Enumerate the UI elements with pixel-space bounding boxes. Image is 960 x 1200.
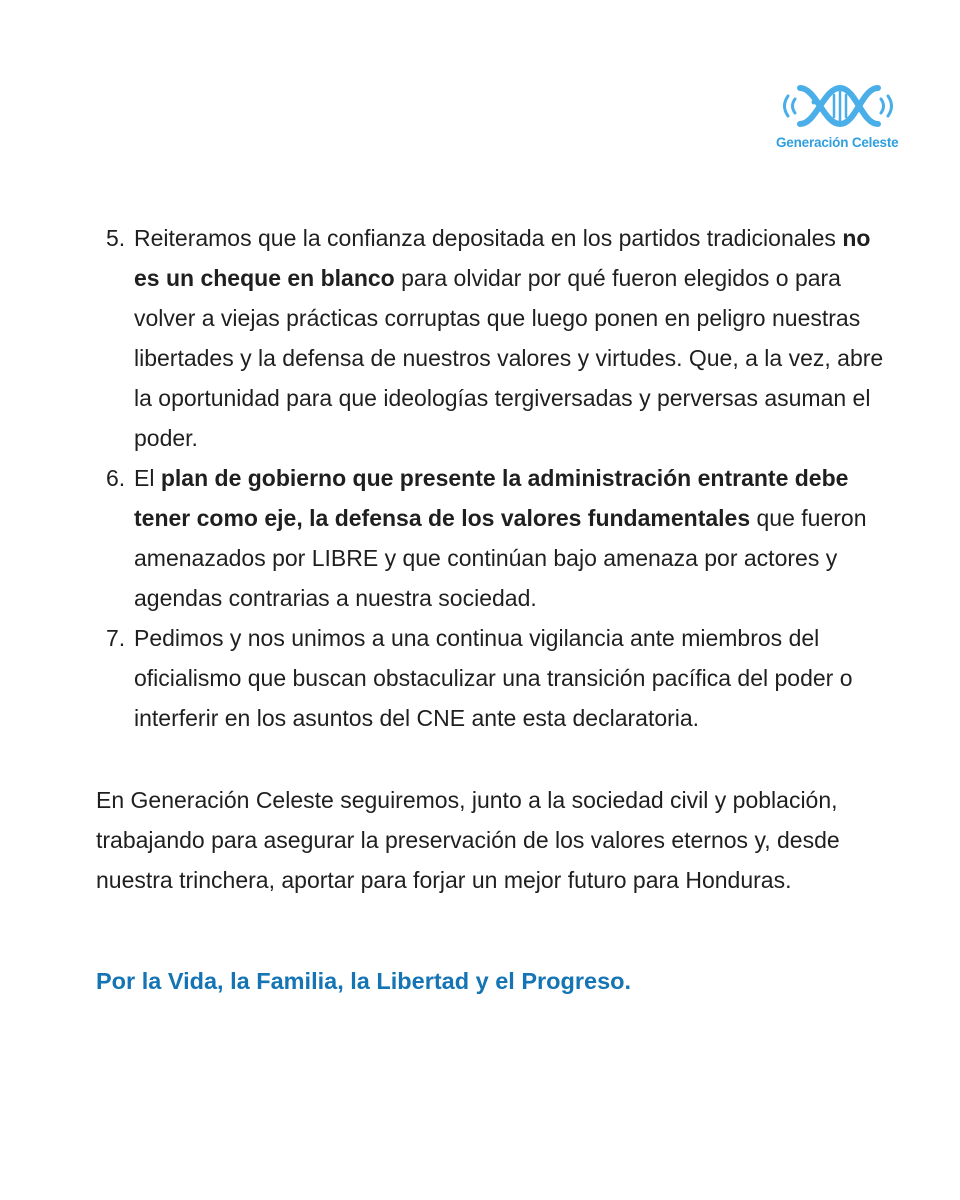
list-item-number: 5.: [106, 225, 126, 251]
list-item: [96, 618, 886, 738]
list-item-text: Reiteramos que la confianza depositada en los partidos tradicionales: [134, 225, 843, 251]
emphasized-text: plan de gobierno que presente la administración entrante debe tener como eje, la defensa de los valores fundamentales: [134, 465, 849, 531]
list-item-number: 7.: [106, 625, 126, 651]
list-item-text: El: [134, 465, 161, 491]
closing-paragraph: En Generación Celeste seguiremos, junto a la sociedad civil y población, trabajando para asegurar la preservación de los valores eternos y, desde nuestra trinchera, aportar para forjar un mejor futuro para Honduras.: [96, 787, 840, 893]
statement-body: [96, 218, 886, 1001]
list-item: [96, 218, 886, 458]
list-item-text: para olvidar por qué fueron elegidos o para volver a viejas prácticas corruptas que luego ponen en peligro nuestras libertades y la defensa de nuestros valores y virtudes. Que, a la vez, abre la oportunidad para que ideologías tergiversadas y perversas asuman el poder.: [134, 265, 884, 451]
motto: Por la Vida, la Familia, la Libertad y el Progreso.: [96, 968, 632, 994]
demands-list: [96, 218, 886, 738]
emphasized-text: no es un cheque en blanco: [134, 225, 871, 291]
list-item-number: 6.: [106, 465, 126, 491]
logo-wordmark: Generación Celeste: [776, 135, 899, 150]
list-item-text: Pedimos y nos unimos a una continua vigilancia ante miembros del oficialismo que buscan obstaculizar una transición pacífica del poder o interferir en los asuntos del CNE ante esta declaratoria.: [134, 625, 853, 731]
list-item-text: que fueron amenazados por LIBRE y que continúan bajo amenaza por actores y agendas contrarias a nuestra sociedad.: [134, 505, 867, 611]
list-item: [96, 458, 886, 618]
brand-logo: [776, 78, 898, 158]
dna-icon: [776, 78, 898, 134]
